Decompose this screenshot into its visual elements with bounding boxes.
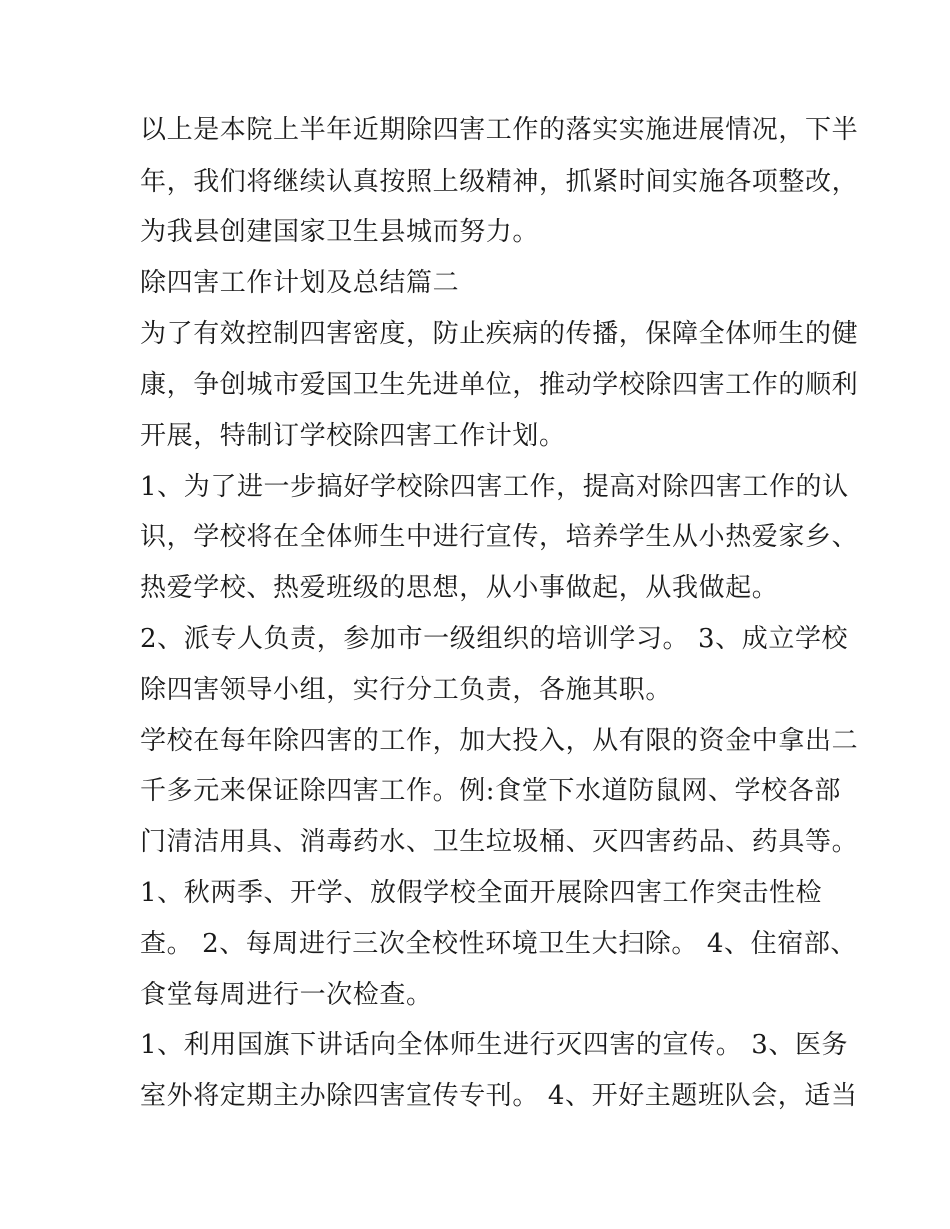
section-heading: 除四害工作计划及总结篇二 [140, 268, 460, 298]
text-line: 门清洁用具、消毒药水、卫生垃圾桶、灭四害药品、药具等。 [140, 827, 859, 857]
text-line: 1、秋两季、开学、放假学校全面开展除四害工作突击性检 [140, 878, 823, 908]
text-line: 食堂每周进行一次检查。 [140, 980, 433, 1010]
text-line: 千多元来保证除四害工作。例:食堂下水道防鼠网、学校各部 [140, 776, 841, 806]
text-line: 康，争创城市爱国卫生先进单位，推动学校除四害工作的顺利 [140, 370, 859, 400]
text-line: 识，学校将在全体师生中进行宣传，培养学生从小热爱家乡、 [140, 522, 859, 552]
text-line: 为了有效控制四害密度，防止疾病的传播，保障全体师生的健 [140, 319, 859, 349]
text-line: 为我县创建国家卫生县城而努力。 [140, 217, 540, 247]
text-line: 室外将定期主办除四害宣传专刊。 4、开好主题班队会，适当 [140, 1081, 858, 1111]
text-line: 学校在每年除四害的工作，加大投入，从有限的资金中拿出二 [140, 726, 859, 756]
text-line: 2、派专人负责，参加市一级组织的培训学习。 3、成立学校 [140, 624, 849, 654]
text-line: 热爱学校、热爱班级的思想，从小事做起，从我做起。 [140, 573, 779, 603]
text-line: 查。 2、每周进行三次全校性环境卫生大扫除。 4、住宿部、 [140, 929, 858, 959]
text-line: 1、利用国旗下讲话向全体师生进行灭四害的宣传。 3、医务 [140, 1030, 849, 1060]
text-line: 以上是本院上半年近期除四害工作的落实实施进展情况，下半 [140, 115, 859, 145]
text-line: 1、为了进一步搞好学校除四害工作，提高对除四害工作的认 [140, 472, 849, 502]
text-line: 除四害领导小组，实行分工负责，各施其职。 [140, 675, 673, 705]
text-line: 开展，特制订学校除四害工作计划。 [140, 421, 566, 451]
text-line: 年，我们将继续认真按照上级精神，抓紧时间实施各项整改， [140, 167, 859, 197]
